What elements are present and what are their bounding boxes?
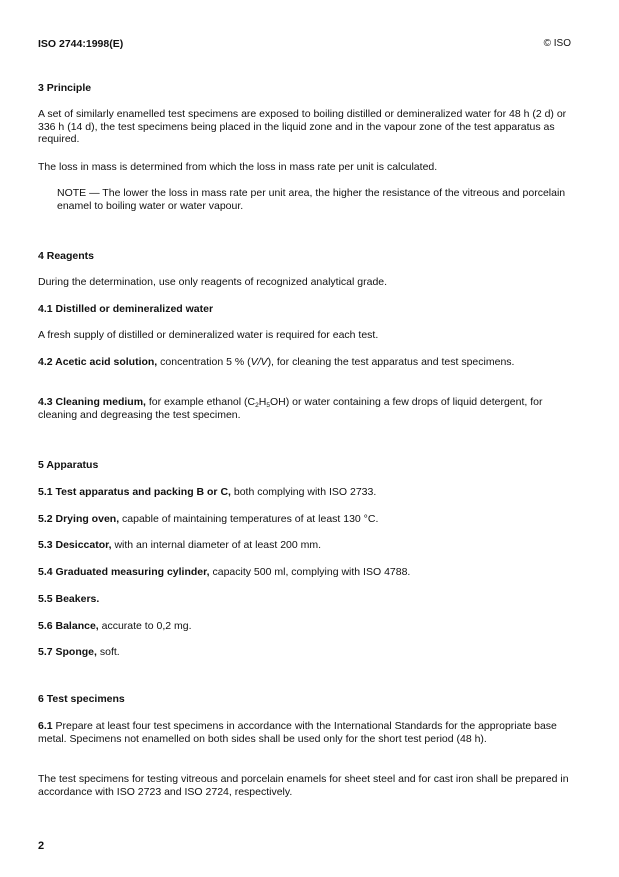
clause-4-3-title: 4.3 Cleaning medium,	[38, 396, 146, 408]
clause-6-1: 6.1 Prepare at least four test specimens in accordance with the International Standards for the appropriate base metal. Specimens not enamelled on both sides shall be used only for the short test period (48 h).	[38, 720, 557, 745]
section-6-paragraph-2: The test specimens for testing vitreous and porcelain enamels for sheet steel and for cast iron shall be prepared in accordance with ISO 2723 and ISO 2724, respectively.	[38, 773, 569, 798]
clause-4-1-heading: 4.1 Distilled or demineralized water	[38, 303, 214, 315]
apparatus-item: 5.5 Beakers.	[38, 593, 100, 605]
clause-4-2: 4.2 Acetic acid solution, concentration 5 % (V/V), for cleaning the test apparatus and test specimens.	[38, 356, 515, 368]
section-4-heading: 4 Reagents	[38, 250, 95, 262]
section-4-intro: During the determination, use only reagents of recognized analytical grade.	[38, 276, 388, 288]
clause-4-3: 4.3 Cleaning medium, for example ethanol $(C_2H_5OH)$ or water containing a few drops of liquid detergent, for cleaning and degreasing the test specimen.	[38, 396, 543, 421]
apparatus-item: 5.4 Graduated measuring cylinder, capacity 500 ml, complying with ISO 4788.	[38, 566, 411, 578]
section-5-heading: 5 Apparatus	[38, 459, 99, 471]
apparatus-item: 5.3 Desiccator, with an internal diameter of at least 200 mm.	[38, 539, 322, 551]
page-number: 2	[38, 840, 45, 852]
section-3-paragraph-1: A set of similarly enamelled test specimens are exposed to boiling distilled or demineralized water for 48 h (2 d) or 336 h (14 d), the test specimens being placed in the liquid zone and in the vapour zone of the test apparatus as required.	[38, 108, 567, 145]
section-3-heading: 3 Principle	[38, 82, 92, 94]
copyright-notice: © ISO	[543, 38, 571, 49]
volume-fraction-unit: V/V	[250, 356, 268, 368]
document-id: ISO 2744:1998(E)	[38, 38, 124, 50]
apparatus-item: 5.2 Drying oven, capable of maintaining temperatures of at least 130 °C.	[38, 513, 379, 525]
apparatus-item: 5.7 Sponge, soft.	[38, 646, 120, 658]
clause-4-1-text: A fresh supply of distilled or demineralized water is required for each test.	[38, 329, 379, 341]
apparatus-item: 5.6 Balance, accurate to 0,2 mg.	[38, 620, 192, 632]
clause-6-1-number: 6.1	[38, 720, 53, 732]
section-6-heading: 6 Test specimens	[38, 693, 125, 705]
section-3-note: NOTE — The lower the loss in mass rate per unit area, the higher the resistance of the vitreous and porcelain enamel to boiling water or water vapour.	[57, 187, 566, 212]
apparatus-item: 5.1 Test apparatus and packing B or C, both complying with ISO 2733.	[38, 486, 377, 498]
clause-4-2-title: 4.2 Acetic acid solution,	[38, 356, 158, 368]
section-3-paragraph-2: The loss in mass is determined from which the loss in mass rate per unit is calculated.	[38, 161, 438, 173]
